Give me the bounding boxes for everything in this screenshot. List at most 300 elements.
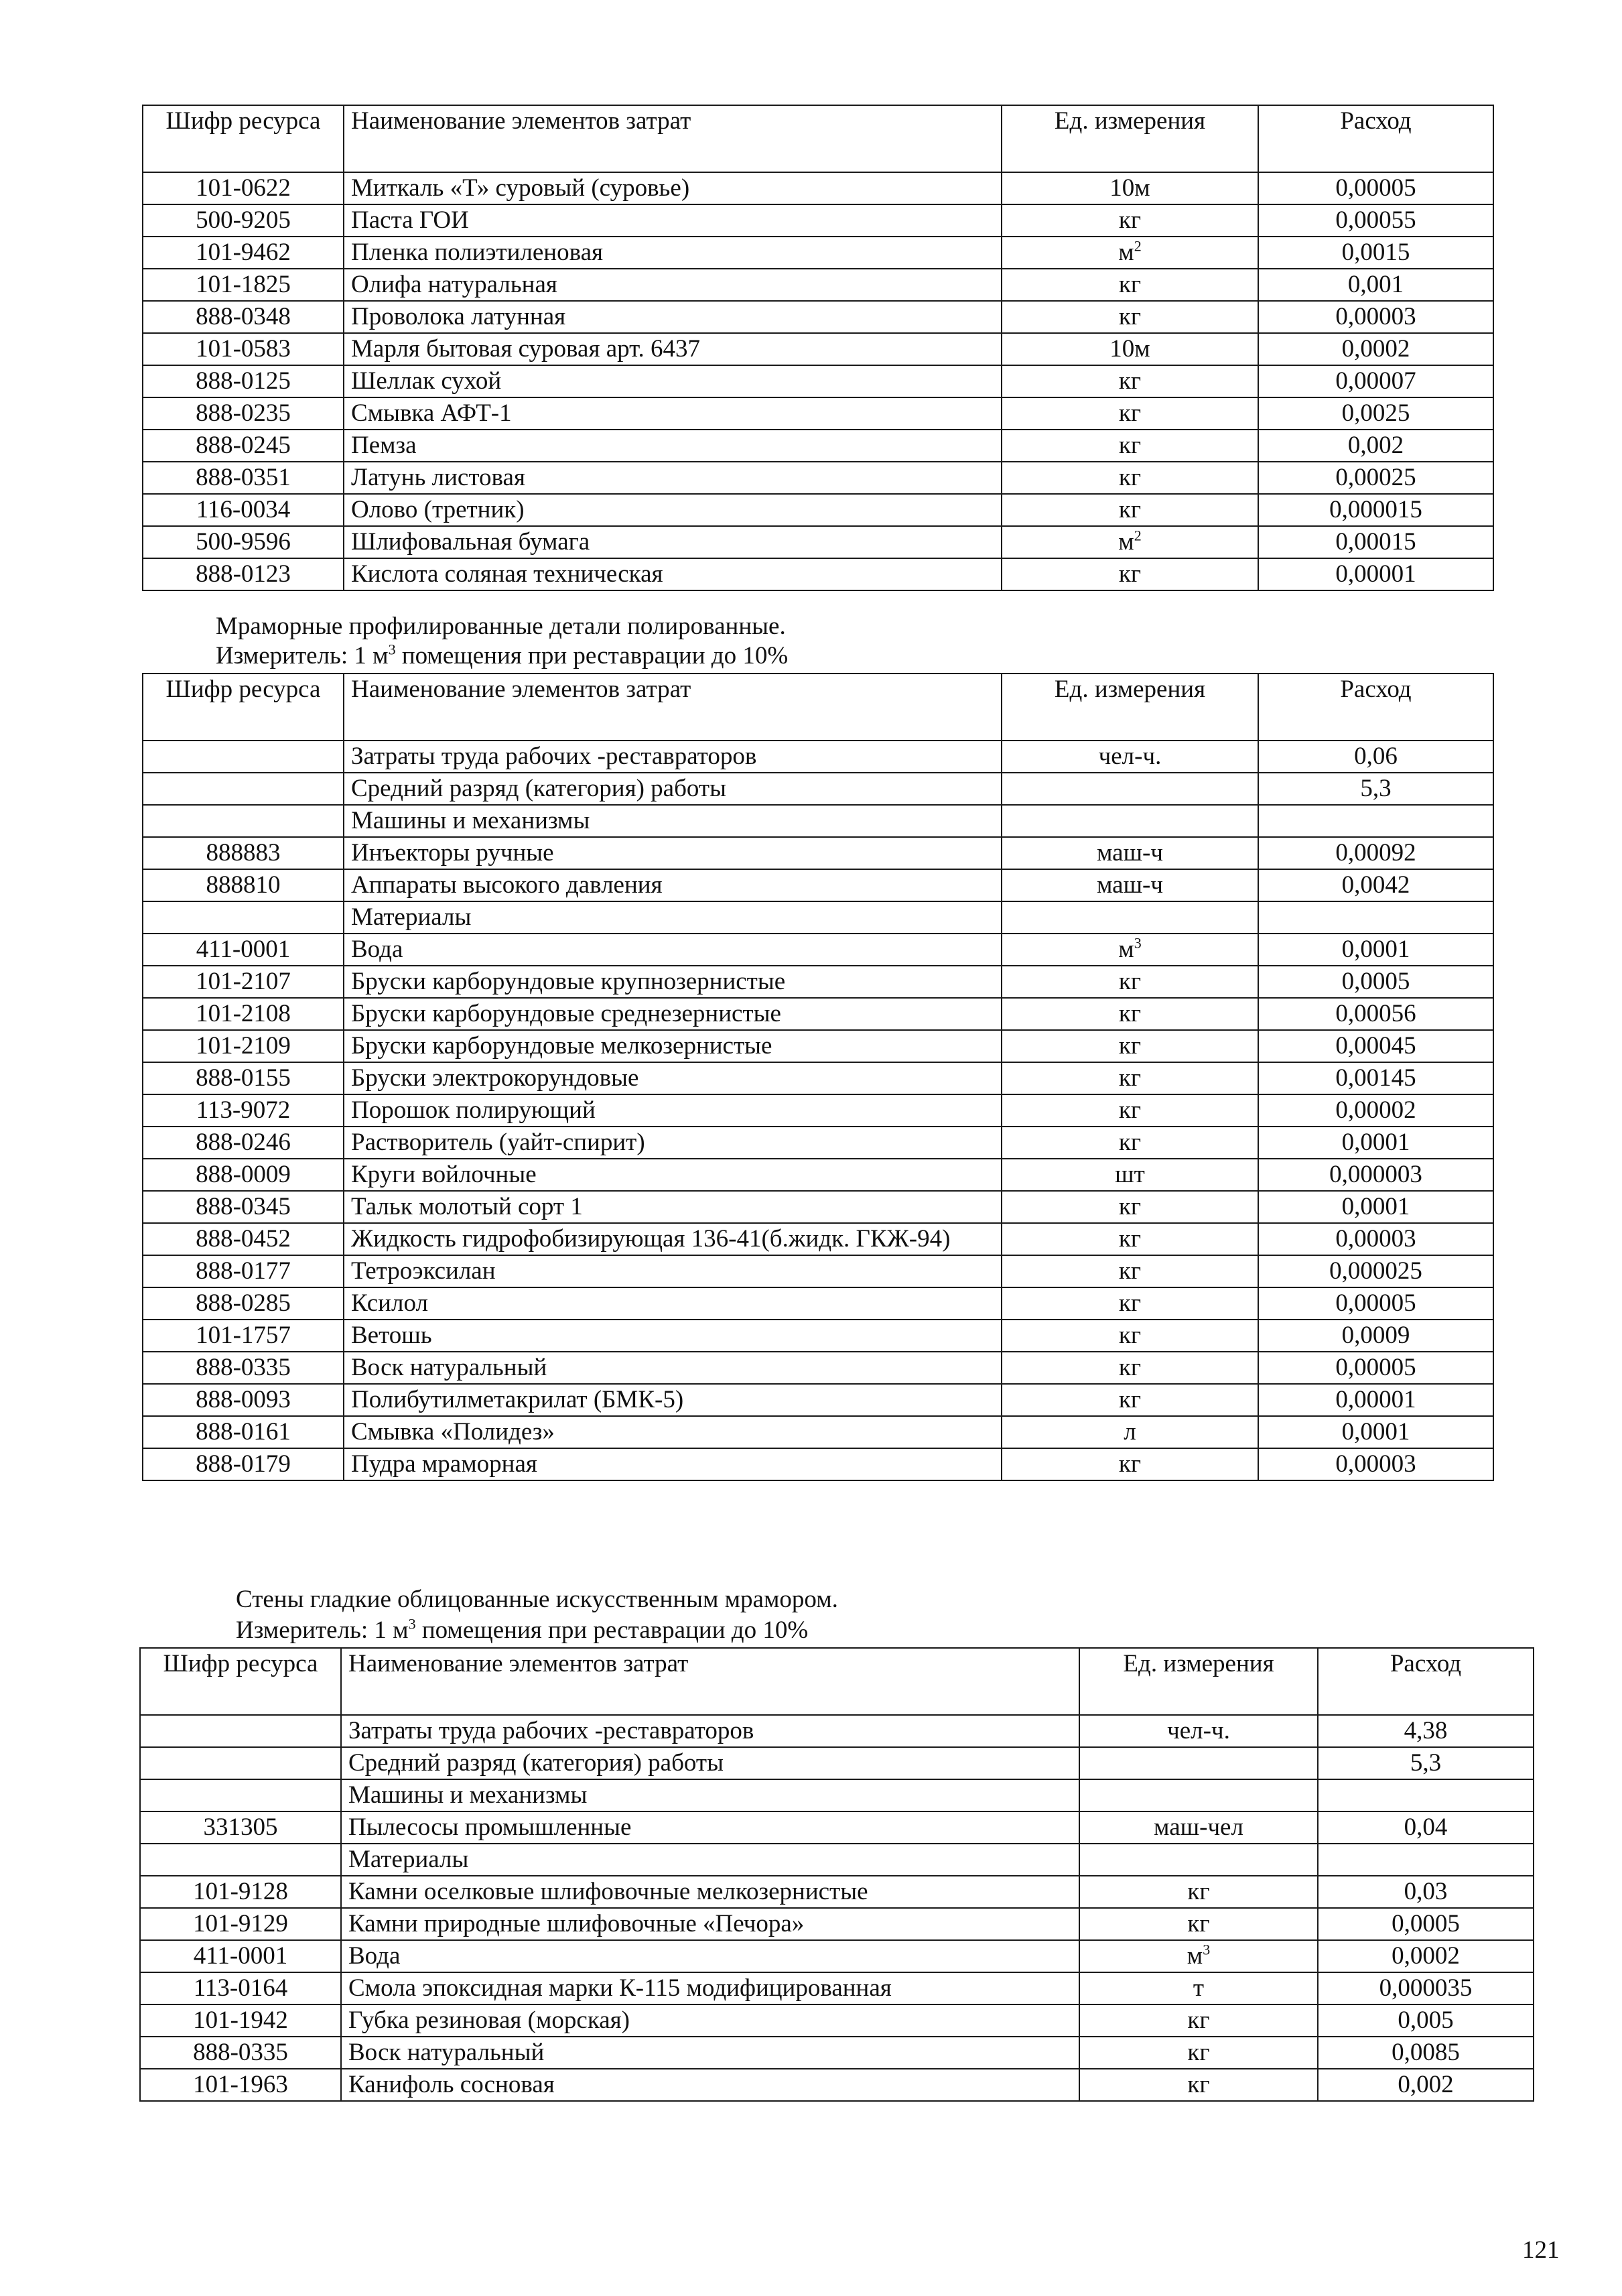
resource-name: Воск натуральный (341, 2037, 1079, 2069)
consumption-value: 0,0005 (1258, 966, 1493, 998)
consumption-value: 0,0015 (1258, 237, 1493, 269)
consumption-value (1258, 901, 1493, 934)
resource-code: 101-9129 (140, 1908, 341, 1940)
unit (1002, 237, 1258, 269)
unit (1002, 1030, 1258, 1062)
unit (1079, 1972, 1318, 2004)
resource-code: 888-0285 (143, 1287, 344, 1320)
consumption-value (1318, 1844, 1534, 1876)
header-code: Шифр ресурса (143, 105, 344, 172)
unit (1002, 365, 1258, 397)
resource-name: Тальк молотый сорт 1 (344, 1191, 1002, 1223)
unit (1079, 1747, 1318, 1779)
unit (1002, 494, 1258, 526)
resource-code: 888-0125 (143, 365, 344, 397)
consumption-value: 0,0085 (1318, 2037, 1534, 2069)
consumption-value: 0,00001 (1258, 1384, 1493, 1416)
resource-name: Жидкость гидрофобизирующая 136-41(б.жидк. ГКЖ-94) (344, 1223, 1002, 1255)
unit-label: кг (1118, 206, 1142, 234)
consumption-value: 0,00003 (1258, 1223, 1493, 1255)
table-row (143, 966, 1493, 998)
unit (1002, 301, 1258, 333)
unit (1002, 773, 1258, 805)
table-row (140, 1715, 1534, 1747)
unit-label: 10м (1109, 335, 1150, 363)
unit (1002, 1416, 1258, 1448)
unit (1002, 1062, 1258, 1094)
consumption-value: 0,00003 (1258, 301, 1493, 333)
table-row (140, 1747, 1534, 1779)
unit-label: м (1118, 528, 1134, 556)
unit (1002, 333, 1258, 365)
resource-name: Полибутилметакрилат (БМК-5) (344, 1384, 1002, 1416)
consumption-value: 0,005 (1318, 2004, 1534, 2037)
resource-name: Аппараты высокого давления (344, 869, 1002, 901)
consumption-value: 0,002 (1258, 430, 1493, 462)
consumption-value: 0,00092 (1258, 837, 1493, 869)
table-row (140, 1811, 1534, 1844)
resource-code: 888810 (143, 869, 344, 901)
consumption-value: 0,06 (1258, 741, 1493, 773)
table-row (143, 430, 1493, 462)
unit (1079, 1715, 1318, 1747)
resource-name: Бруски карборундовые среднезернистые (344, 998, 1002, 1030)
resource-code: 116-0034 (143, 494, 344, 526)
consumption-value: 0,002 (1318, 2069, 1534, 2101)
unit-label: кг (1118, 464, 1142, 491)
resource-name: Материалы (344, 901, 1002, 934)
unit (1002, 526, 1258, 558)
table-row (143, 269, 1493, 301)
unit (1079, 1844, 1318, 1876)
unit (1002, 172, 1258, 204)
unit (1002, 837, 1258, 869)
table-row (140, 2069, 1534, 2101)
resource-name: Смывка «Полидез» (344, 1416, 1002, 1448)
unit (1002, 901, 1258, 934)
page-number: 121 (1522, 2236, 1560, 2264)
resource-code: 888-0348 (143, 301, 344, 333)
resource-name: Машины и механизмы (344, 805, 1002, 837)
table-row (143, 1448, 1493, 1480)
unit-label: кг (1187, 1878, 1210, 1905)
resource-name: Затраты труда рабочих -реставраторов (341, 1715, 1079, 1747)
resource-name: Пемза (344, 430, 1002, 462)
unit-exponent: 2 (1134, 527, 1142, 544)
unit-label: шт (1115, 1161, 1145, 1188)
resource-name: Бруски карборундовые крупнозернистые (344, 966, 1002, 998)
unit (1002, 558, 1258, 590)
consumption-value: 5,3 (1318, 1747, 1534, 1779)
resource-code: 411-0001 (143, 934, 344, 966)
resource-name: Вода (344, 934, 1002, 966)
table-row (143, 172, 1493, 204)
unit-label: кг (1118, 1289, 1142, 1317)
header-row (140, 1648, 1534, 1715)
unit-label: кг (1118, 560, 1142, 588)
unit-label: маш-чел (1154, 1813, 1243, 1841)
consumption-value: 0,0002 (1318, 1940, 1534, 1972)
unit-label: кг (1118, 432, 1142, 459)
resource-table-3 (139, 1647, 1534, 2102)
unit-exponent: 2 (1134, 237, 1142, 255)
table-row (143, 773, 1493, 805)
table-row (143, 397, 1493, 430)
resource-name: Паста ГОИ (344, 204, 1002, 237)
resource-name: Проволока латунная (344, 301, 1002, 333)
consumption-value: 0,0001 (1258, 1416, 1493, 1448)
resource-code: 101-2108 (143, 998, 344, 1030)
consumption-value: 0,000003 (1258, 1159, 1493, 1191)
table-row (143, 365, 1493, 397)
consumption-value: 0,00007 (1258, 365, 1493, 397)
table-row (140, 1940, 1534, 1972)
unit (1079, 1908, 1318, 1940)
table-row (143, 1255, 1493, 1287)
resource-name: Камни оселковые шлифовочные мелкозернистые (341, 1876, 1079, 1908)
resource-code: 101-1963 (140, 2069, 341, 2101)
table-row (143, 869, 1493, 901)
header-value: Расход (1258, 674, 1493, 741)
header-row (143, 674, 1493, 741)
unit-label: чел-ч. (1167, 1717, 1230, 1744)
table-row (140, 2037, 1534, 2069)
unit-label: кг (1118, 496, 1142, 523)
consumption-value: 0,00015 (1258, 526, 1493, 558)
unit (1002, 462, 1258, 494)
consumption-value: 0,00005 (1258, 1352, 1493, 1384)
unit-exponent: 3 (1203, 1941, 1211, 1958)
unit-label: кг (1187, 1910, 1210, 1937)
resource-name: Растворитель (уайт-спирит) (344, 1127, 1002, 1159)
resource-code: 331305 (140, 1811, 341, 1844)
unit (1079, 2037, 1318, 2069)
header-name: Наименование элементов затрат (344, 674, 1002, 741)
resource-name: Губка резиновая (морская) (341, 2004, 1079, 2037)
unit (1002, 805, 1258, 837)
consumption-value: 0,001 (1258, 269, 1493, 301)
unit (1002, 1448, 1258, 1480)
resource-name: Круги войлочные (344, 1159, 1002, 1191)
header-code: Шифр ресурса (140, 1648, 341, 1715)
consumption-value (1258, 805, 1493, 837)
table-row (143, 237, 1493, 269)
resource-name: Инъекторы ручные (344, 837, 1002, 869)
consumption-value: 0,00002 (1258, 1094, 1493, 1127)
consumption-value: 0,0009 (1258, 1320, 1493, 1352)
resource-table-2 (142, 673, 1494, 1481)
resource-name: Бруски электрокорундовые (344, 1062, 1002, 1094)
unit (1002, 204, 1258, 237)
table-row (143, 901, 1493, 934)
resource-code: 113-0164 (140, 1972, 341, 2004)
resource-code (140, 1715, 341, 1747)
unit (1079, 2004, 1318, 2037)
resource-name: Кислота соляная техническая (344, 558, 1002, 590)
header-row (143, 105, 1493, 172)
unit (1002, 998, 1258, 1030)
unit (1002, 269, 1258, 301)
consumption-value: 5,3 (1258, 773, 1493, 805)
resource-name: Воск натуральный (344, 1352, 1002, 1384)
table-row (143, 934, 1493, 966)
resource-name: Затраты труда рабочих -реставраторов (344, 741, 1002, 773)
resource-code: 101-0583 (143, 333, 344, 365)
consumption-value: 0,00025 (1258, 462, 1493, 494)
resource-name: Смола эпоксидная марки К-115 модифицированная (341, 1972, 1079, 2004)
unit-label: кг (1118, 1096, 1142, 1124)
unit-label: кг (1187, 2071, 1210, 2098)
resource-name: Средний разряд (категория) работы (341, 1747, 1079, 1779)
resource-name: Пудра мраморная (344, 1448, 1002, 1480)
header-unit: Ед. измерения (1079, 1648, 1318, 1715)
unit (1002, 397, 1258, 430)
resource-code: 411-0001 (140, 1940, 341, 1972)
table-row (143, 462, 1493, 494)
unit (1002, 1255, 1258, 1287)
consumption-value: 0,0025 (1258, 397, 1493, 430)
consumption-value: 0,00056 (1258, 998, 1493, 1030)
consumption-value: 0,03 (1318, 1876, 1534, 1908)
resource-code: 101-2109 (143, 1030, 344, 1062)
resource-name: Олифа натуральная (344, 269, 1002, 301)
unit-label: маш-ч (1096, 871, 1163, 899)
table-row (143, 741, 1493, 773)
resource-code (143, 773, 344, 805)
resource-code: 888-0335 (140, 2037, 341, 2069)
section2-title: Мраморные профилированные детали полированные. (216, 613, 786, 640)
table-row (143, 1062, 1493, 1094)
resource-name: Смывка АФТ-1 (344, 397, 1002, 430)
resource-code: 101-9462 (143, 237, 344, 269)
table-row (143, 1320, 1493, 1352)
resource-code (143, 901, 344, 934)
resource-code: 101-9128 (140, 1876, 341, 1908)
resource-code: 888-0351 (143, 462, 344, 494)
table-row (143, 1030, 1493, 1062)
unit (1002, 966, 1258, 998)
resource-code (143, 805, 344, 837)
table-row (143, 805, 1493, 837)
consumption-value: 0,0042 (1258, 869, 1493, 901)
resource-code: 888-0246 (143, 1127, 344, 1159)
consumption-value: 0,00005 (1258, 1287, 1493, 1320)
unit (1079, 2069, 1318, 2101)
resource-code: 101-1942 (140, 2004, 341, 2037)
resource-name: Шеллак сухой (344, 365, 1002, 397)
resource-code: 500-9205 (143, 204, 344, 237)
resource-code: 888-0335 (143, 1352, 344, 1384)
unit-label: кг (1118, 303, 1142, 330)
header-value: Расход (1318, 1648, 1534, 1715)
resource-name: Тетроэксилан (344, 1255, 1002, 1287)
table-row (140, 1908, 1534, 1940)
resource-name: Порошок полирующий (344, 1094, 1002, 1127)
unit-label: м (1187, 1942, 1203, 1970)
unit-label: маш-ч (1096, 839, 1163, 867)
consumption-value: 0,00055 (1258, 204, 1493, 237)
table-row (140, 1779, 1534, 1811)
unit-label: кг (1118, 968, 1142, 995)
table-row (143, 1191, 1493, 1223)
table-row (143, 1094, 1493, 1127)
unit-label: кг (1118, 1322, 1142, 1349)
resource-code: 888883 (143, 837, 344, 869)
table-row (143, 1287, 1493, 1320)
consumption-value: 0,0001 (1258, 1191, 1493, 1223)
header-name: Наименование элементов затрат (341, 1648, 1079, 1715)
resource-code (140, 1779, 341, 1811)
unit (1002, 1191, 1258, 1223)
consumption-value: 0,00003 (1258, 1448, 1493, 1480)
resource-name: Бруски карборундовые мелкозернистые (344, 1030, 1002, 1062)
resource-code: 888-0123 (143, 558, 344, 590)
header-unit: Ед. измерения (1002, 674, 1258, 741)
resource-code: 500-9596 (143, 526, 344, 558)
resource-code: 888-0161 (143, 1416, 344, 1448)
resource-name: Латунь листовая (344, 462, 1002, 494)
header-value: Расход (1258, 105, 1493, 172)
table-row (143, 837, 1493, 869)
unit-label: кг (1118, 367, 1142, 395)
table-row (140, 1844, 1534, 1876)
resource-code: 888-0009 (143, 1159, 344, 1191)
unit (1002, 741, 1258, 773)
unit-label: кг (1118, 1000, 1142, 1027)
table-row (140, 1876, 1534, 1908)
consumption-value: 0,0005 (1318, 1908, 1534, 1940)
section2-measure: Измеритель: 1 $м^3$ помещения при реставрации до 10% (216, 641, 789, 669)
resource-name: Машины и механизмы (341, 1779, 1079, 1811)
unit (1002, 1320, 1258, 1352)
resource-name: Шлифовальная бумага (344, 526, 1002, 558)
resource-code: 113-9072 (143, 1094, 344, 1127)
unit (1002, 430, 1258, 462)
table-row (143, 1384, 1493, 1416)
resource-code: 101-0622 (143, 172, 344, 204)
table-row (140, 1972, 1534, 2004)
consumption-value: 0,0001 (1258, 934, 1493, 966)
table-row (143, 1352, 1493, 1384)
table-row (143, 301, 1493, 333)
unit-label: кг (1187, 2006, 1210, 2034)
resource-name: Канифоль сосновая (341, 2069, 1079, 2101)
resource-name: Пленка полиэтиленовая (344, 237, 1002, 269)
unit (1079, 1940, 1318, 1972)
unit-label: кг (1118, 1193, 1142, 1220)
table-row (143, 1127, 1493, 1159)
unit (1002, 1287, 1258, 1320)
resource-code (140, 1844, 341, 1876)
table-row (143, 333, 1493, 365)
consumption-value: 0,000035 (1318, 1972, 1534, 2004)
resource-code: 101-1757 (143, 1320, 344, 1352)
unit-label: кг (1118, 1129, 1142, 1156)
unit-label: кг (1118, 1257, 1142, 1285)
resource-name: Камни природные шлифовочные «Печора» (341, 1908, 1079, 1940)
unit (1002, 1352, 1258, 1384)
unit (1002, 1127, 1258, 1159)
unit (1079, 1876, 1318, 1908)
consumption-value: 0,00005 (1258, 172, 1493, 204)
unit-label: м (1118, 239, 1134, 266)
consumption-value: 4,38 (1318, 1715, 1534, 1747)
section3-measure: Измеритель: 1 $м^3$ помещения при реставрации до 10% (236, 1615, 809, 1644)
unit (1002, 1159, 1258, 1191)
unit (1079, 1811, 1318, 1844)
unit-label: кг (1118, 1386, 1142, 1413)
table-row (143, 558, 1493, 590)
resource-table-1 (142, 105, 1494, 591)
unit-label: чел-ч. (1098, 743, 1162, 770)
unit (1079, 1779, 1318, 1811)
resource-code: 888-0245 (143, 430, 344, 462)
consumption-value: 0,000015 (1258, 494, 1493, 526)
resource-name: Марля бытовая суровая арт. 6437 (344, 333, 1002, 365)
unit-label: кг (1118, 1032, 1142, 1060)
unit (1002, 1094, 1258, 1127)
header-code: Шифр ресурса (143, 674, 344, 741)
resource-code: 888-0345 (143, 1191, 344, 1223)
consumption-value: 0,00045 (1258, 1030, 1493, 1062)
unit-label: 10м (1109, 174, 1150, 202)
header-name: Наименование элементов затрат (344, 105, 1002, 172)
resource-code (140, 1747, 341, 1779)
resource-code: 101-2107 (143, 966, 344, 998)
resource-name: Ветошь (344, 1320, 1002, 1352)
consumption-value: 0,0001 (1258, 1127, 1493, 1159)
resource-name: Олово (третник) (344, 494, 1002, 526)
table-row (143, 204, 1493, 237)
consumption-value: 0,000025 (1258, 1255, 1493, 1287)
resource-code: 888-0155 (143, 1062, 344, 1094)
resource-code: 888-0177 (143, 1255, 344, 1287)
resource-name: Миткаль «Т» суровый (суровье) (344, 172, 1002, 204)
unit (1002, 1384, 1258, 1416)
resource-code: 888-0179 (143, 1448, 344, 1480)
resource-code: 888-0093 (143, 1384, 344, 1416)
unit (1002, 1223, 1258, 1255)
unit-label: кг (1118, 1225, 1142, 1253)
unit-label: кг (1118, 1450, 1142, 1478)
consumption-value: 0,00001 (1258, 558, 1493, 590)
section3-title: Стены гладкие облицованные искусственным мрамором. (236, 1586, 838, 1613)
resource-code (143, 741, 344, 773)
resource-name: Материалы (341, 1844, 1079, 1876)
resource-name: Ксилол (344, 1287, 1002, 1320)
resource-name: Вода (341, 1940, 1079, 1972)
unit-label: кг (1118, 1354, 1142, 1381)
header-unit: Ед. измерения (1002, 105, 1258, 172)
unit-label: кг (1187, 2039, 1210, 2066)
resource-code: 888-0235 (143, 397, 344, 430)
resource-name: Средний разряд (категория) работы (344, 773, 1002, 805)
table-row (143, 1223, 1493, 1255)
unit-exponent: 3 (1134, 934, 1142, 952)
unit-label: кг (1118, 1064, 1142, 1092)
resource-code: 101-1825 (143, 269, 344, 301)
unit-label: кг (1118, 271, 1142, 298)
consumption-value: 0,0002 (1258, 333, 1493, 365)
consumption-value: 0,00145 (1258, 1062, 1493, 1094)
consumption-value (1318, 1779, 1534, 1811)
table-row (143, 998, 1493, 1030)
table-row (143, 526, 1493, 558)
table-row (140, 2004, 1534, 2037)
consumption-value: 0,04 (1318, 1811, 1534, 1844)
unit-label: м (1118, 936, 1134, 963)
unit-label: кг (1118, 399, 1142, 427)
